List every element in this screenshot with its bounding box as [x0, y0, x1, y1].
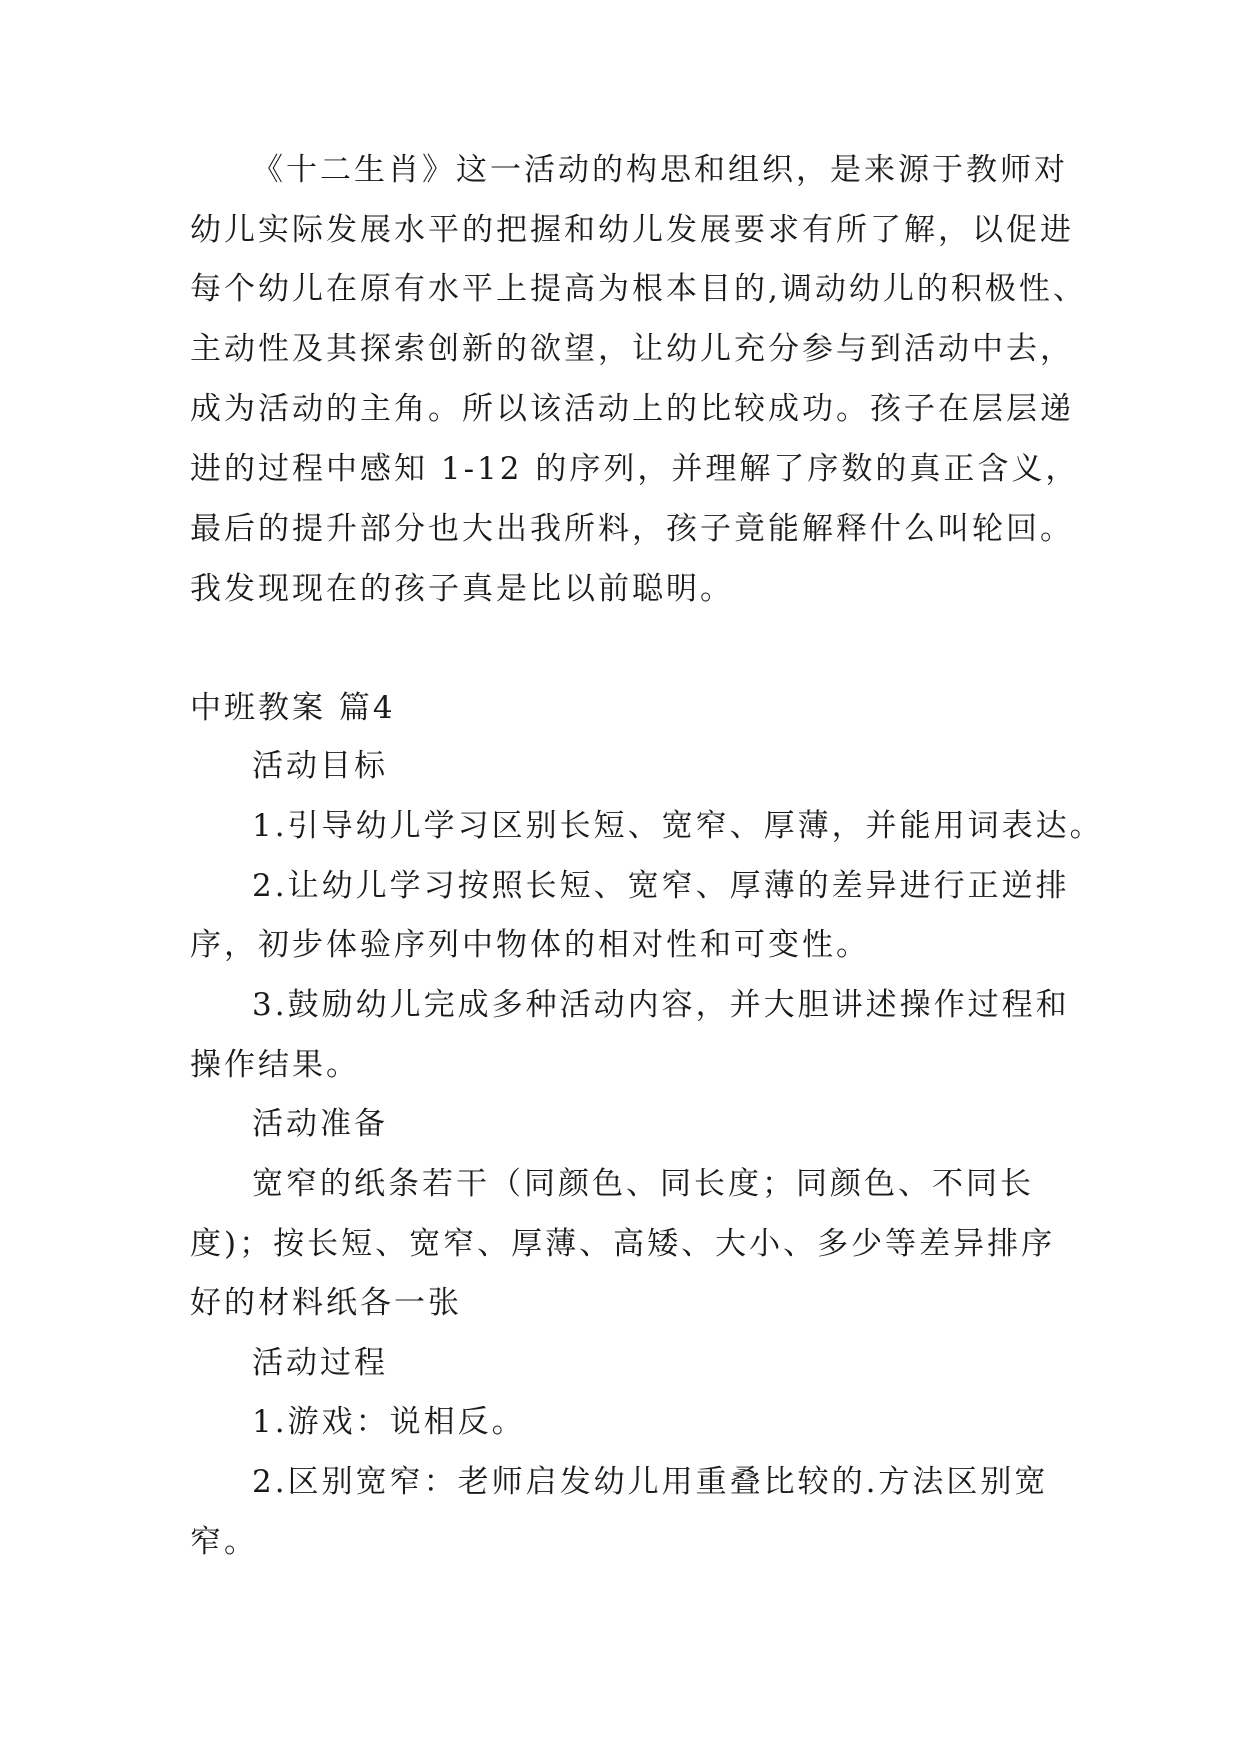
paragraph-line: 主动性及其探索创新的欲望，让幼儿充分参与到活动中去，	[190, 331, 1074, 367]
goal-item-continuation: 序，初步体验序列中物体的相对性和可变性。	[190, 927, 870, 963]
paragraph-line: 每个幼儿在原有水平上提高为根本目的,调动幼儿的积极性、	[190, 271, 1087, 307]
section-title: 中班教案 篇4	[190, 690, 396, 726]
goal-item: 1.引导幼儿学习区别长短、宽窄、厚薄，并能用词表达。	[252, 808, 1104, 844]
process-item: 1.游戏：说相反。	[252, 1404, 526, 1440]
preparation-heading: 活动准备	[252, 1106, 388, 1142]
preparation-line: 度)；按长短、宽窄、厚薄、高矮、大小、多少等差异排序	[190, 1226, 1056, 1262]
process-item: 2.区别宽窄：老师启发幼儿用重叠比较的.方法区别宽	[252, 1464, 1049, 1500]
paragraph-line: 成为活动的主角。所以该活动上的比较成功。孩子在层层递	[190, 391, 1074, 427]
paragraph-line: 最后的提升部分也大出我所料，孩子竟能解释什么叫轮回。	[190, 511, 1074, 547]
goal-item: 2.让幼儿学习按照长短、宽窄、厚薄的差异进行正逆排	[252, 868, 1070, 904]
paragraph-line: 幼儿实际发展水平的把握和幼儿发展要求有所了解，以促进	[190, 212, 1074, 248]
goal-item: 3.鼓励幼儿完成多种活动内容，并大胆讲述操作过程和	[252, 987, 1070, 1023]
paragraph-line: 《十二生肖》这一活动的构思和组织，是来源于教师对	[252, 152, 1068, 188]
process-heading: 活动过程	[252, 1345, 388, 1381]
preparation-line: 好的材料纸各一张	[190, 1285, 462, 1321]
preparation-line: 宽窄的纸条若干（同颜色、同长度；同颜色、不同长	[252, 1166, 1034, 1202]
goal-item-continuation: 操作结果。	[190, 1047, 360, 1083]
paragraph-line: 我发现现在的孩子真是比以前聪明。	[190, 571, 734, 607]
process-item-continuation: 窄。	[190, 1524, 258, 1560]
goals-heading: 活动目标	[252, 748, 388, 784]
paragraph-line: 进的过程中感知 1-12 的序列，并理解了序数的真正含义，	[190, 451, 1080, 487]
